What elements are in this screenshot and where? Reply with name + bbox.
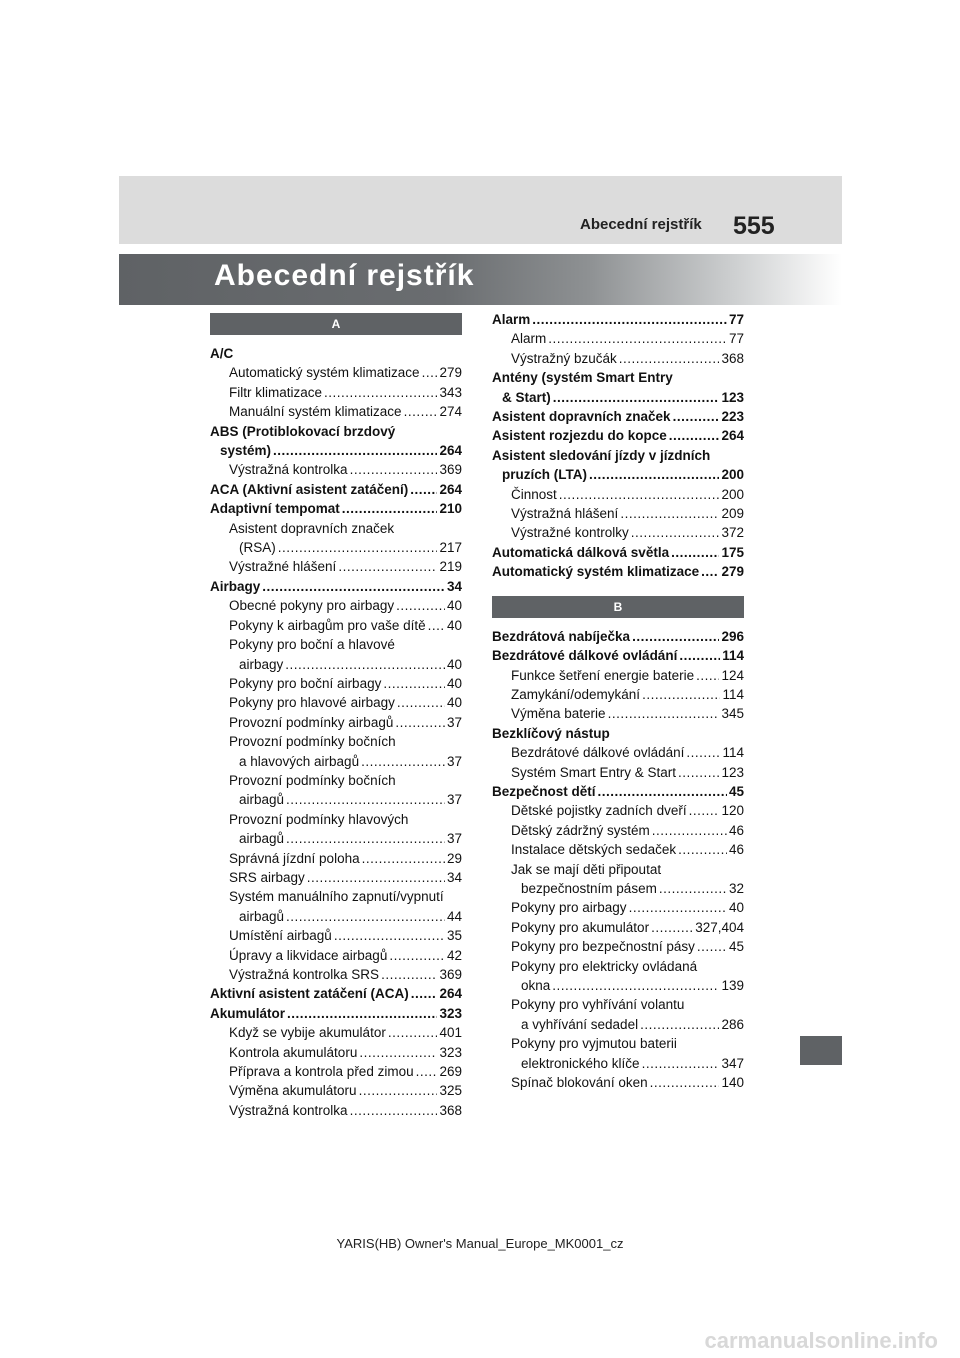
index-entry (492, 349, 744, 368)
index-entry (492, 782, 744, 801)
index-entry (492, 1034, 744, 1053)
index-entry-page: 401 (439, 1025, 462, 1041)
index-entry-label: Pokyny pro akumulátor (511, 919, 650, 935)
index-entry (492, 646, 744, 665)
index-entry (210, 1101, 462, 1120)
index-entry (492, 704, 744, 723)
index-entry-page: 37 (446, 753, 462, 769)
index-entry-label: Výstražná hlášení (511, 506, 619, 522)
index-entry-page: 32 (728, 880, 744, 896)
leader-dots (673, 407, 720, 426)
index-entry (492, 821, 744, 840)
index-entry-label: Jak se mají děti připoutat (511, 861, 662, 877)
index-entry-label: Systém manuálního zapnutí/vypnutí (229, 889, 444, 905)
leader-dots (629, 898, 727, 917)
index-entry-label: Bezklíčový nástup (492, 725, 610, 741)
index-entry-page: 46 (728, 842, 744, 858)
index-entry-label: Obecné pokyny pro airbagy (229, 598, 395, 614)
index-entry-label: Filtr klimatizace (229, 384, 323, 400)
index-entry-label: Pokyny pro boční airbagy (229, 675, 382, 691)
watermark: carmanualsonline.info (704, 1328, 938, 1353)
leader-dots (678, 840, 727, 859)
index-entry-page: 37 (446, 831, 462, 847)
index-entry (492, 976, 744, 995)
index-entry (210, 984, 462, 1003)
index-entry-label: Automatický systém klimatizace (492, 564, 700, 580)
leader-dots (669, 426, 720, 445)
index-entry (492, 957, 744, 976)
leader-dots (307, 868, 445, 887)
leader-dots (416, 1062, 438, 1081)
index-entry-label: Pokyny pro boční a hlavové (229, 637, 395, 653)
index-entry (492, 1015, 744, 1034)
index-entry-label: Pokyny pro bezpečnostní pásy (511, 939, 695, 955)
index-entry-page: 40 (728, 900, 744, 916)
index-entry-label: Antény (systém Smart Entry (492, 370, 673, 386)
index-entry-page: 40 (446, 617, 462, 633)
index-entry (210, 868, 462, 887)
index-entry-label: Kontrola akumulátoru (229, 1044, 358, 1060)
index-entry (492, 485, 744, 504)
index-entry-label: Pokyny pro hlavové airbagy (229, 695, 395, 711)
index-entry (492, 666, 744, 685)
index-entry (210, 1043, 462, 1062)
index-entry-page: 264 (439, 986, 462, 1002)
index-entry-label: pruzích (LTA) (502, 467, 587, 483)
index-entry-label: Výstražné kontrolky (511, 525, 629, 541)
index-entry (210, 616, 462, 635)
index-entry-label: Asistent dopravních značek (229, 520, 395, 536)
index-entry-label: airbagy (239, 656, 284, 672)
index-column-left (210, 313, 462, 1120)
index-entry (210, 635, 462, 654)
index-entry (210, 1062, 462, 1081)
leader-dots (278, 538, 438, 557)
index-entry (210, 713, 462, 732)
leader-dots (552, 976, 719, 995)
section-letter-a: A (210, 313, 462, 335)
index-entry-label: systém) (220, 443, 272, 459)
index-entry-page: 42 (446, 947, 462, 963)
index-entry-page: 279 (721, 564, 744, 580)
index-entry-page: 139 (721, 978, 744, 993)
leader-dots (287, 1004, 437, 1023)
index-entry-label: Bezdrátové dálkové ovládání (511, 745, 685, 761)
index-entry-label: a hlavových airbagů (239, 753, 360, 769)
index-entry-page: 279 (439, 365, 462, 381)
index-entry (492, 879, 744, 898)
index-entry (210, 422, 462, 441)
index-entry (210, 771, 462, 790)
index-entry-label: Automatická dálková světla (492, 544, 670, 560)
index-entry-label: Spínač blokování oken (511, 1075, 648, 1091)
index-entry-label: bezpečnostním pásem (521, 880, 657, 896)
index-entry (210, 538, 462, 557)
index-entry (492, 724, 744, 743)
index-entry (492, 937, 744, 956)
leader-dots (359, 1043, 437, 1062)
index-entry (210, 480, 462, 499)
index-entry-page: 269 (439, 1064, 462, 1080)
index-entry (210, 519, 462, 538)
index-entry-page: 264 (721, 428, 744, 444)
leader-dots (286, 907, 445, 926)
index-list-right-a (492, 310, 744, 582)
leader-dots (686, 743, 720, 762)
leader-dots (381, 965, 437, 984)
index-entry (492, 388, 744, 407)
index-entry (492, 543, 744, 562)
index-entry-label: Instalace dětských sedaček (511, 842, 677, 858)
index-entry-label: Když se vybije akumulátor (229, 1025, 386, 1041)
index-entry (492, 918, 744, 937)
index-entry-label: A/C (210, 346, 234, 361)
index-entry (210, 965, 462, 984)
index-entry (210, 946, 462, 965)
index-entry-label: Výměna akumulátoru (229, 1083, 357, 1099)
index-entry-page: 114 (722, 745, 744, 761)
index-entry-label: Dětský zádržný systém (511, 822, 650, 838)
index-entry-label: Provozní podmínky hlavových (229, 811, 409, 827)
leader-dots (396, 596, 445, 615)
index-entry-label: Pokyny pro vyjmutou baterii (511, 1036, 677, 1052)
leader-dots (285, 655, 445, 674)
index-entry (210, 926, 462, 945)
index-entry (210, 499, 462, 518)
leader-dots (362, 849, 445, 868)
index-entry-label: Provozní podmínky bočních (229, 772, 396, 788)
index-entry-page: 209 (721, 506, 744, 522)
index-entry-label: Pokyny pro vyhřívání volantu (511, 997, 685, 1013)
leader-dots (548, 329, 727, 348)
index-entry (492, 995, 744, 1014)
leader-dots (598, 782, 727, 801)
index-entry-label: Asistent sledování jízdy v jízdních (492, 447, 711, 463)
index-entry-label: Automatický systém klimatizace (229, 365, 420, 381)
index-entry-page: 264 (439, 443, 462, 459)
index-entry-label: Pokyny k airbagům pro vaše dítě (229, 617, 426, 633)
index-entry-page: 327,404 (695, 919, 744, 935)
leader-dots (350, 460, 438, 479)
index-entry (210, 829, 462, 848)
index-entry-page: 123 (721, 389, 744, 405)
index-entry-page: 369 (439, 462, 462, 478)
index-entry-label: airbagů (239, 908, 285, 924)
leader-dots (589, 465, 719, 484)
index-entry-page: 274 (439, 404, 462, 420)
index-entry-label: airbagů (239, 792, 285, 808)
leader-dots (650, 1073, 720, 1092)
index-entry (492, 407, 744, 426)
index-entry (210, 887, 462, 906)
leader-dots (338, 557, 437, 576)
leader-dots (671, 543, 719, 562)
index-entry-page: 114 (722, 686, 744, 702)
index-entry (210, 596, 462, 615)
index-entry-label: Správná jízdní poloha (229, 850, 360, 866)
leader-dots (262, 577, 445, 596)
index-entry (492, 329, 744, 348)
leader-dots (532, 310, 727, 329)
index-entry (210, 402, 462, 421)
index-entry-page: 200 (721, 486, 744, 502)
index-entry (492, 743, 744, 762)
index-entry (210, 732, 462, 751)
index-entry-label: Asistent rozjezdu do kopce (492, 428, 667, 444)
index-entry-label: Výstražné hlášení (229, 559, 337, 575)
leader-dots (651, 918, 693, 937)
index-column-right (492, 310, 744, 1092)
index-entry-page: 343 (439, 384, 462, 400)
index-entry (210, 1004, 462, 1023)
index-entry-label: Umístění airbagů (229, 928, 332, 944)
index-entry (492, 426, 744, 445)
index-entry-label: elektronického klíče (521, 1055, 640, 1071)
index-entry-label: Funkce šetření energie baterie (511, 667, 695, 683)
leader-dots (350, 1101, 438, 1120)
index-entry-label: & Start) (502, 389, 551, 405)
footer-manual-id: YARIS(HB) Owner's Manual_Europe_MK0001_cz (336, 1236, 624, 1251)
leader-dots (553, 388, 720, 407)
index-entry-page: 40 (446, 656, 462, 672)
index-entry-label: Výměna baterie (511, 706, 606, 722)
index-entry-page: 37 (446, 792, 462, 808)
index-entry (210, 752, 462, 771)
index-entry (492, 685, 744, 704)
index-entry-page: 345 (721, 706, 744, 722)
index-entry (210, 1081, 462, 1100)
index-entry-page: 217 (439, 540, 462, 556)
leader-dots (388, 1023, 438, 1042)
index-entry-label: Asistent dopravních značek (492, 409, 671, 425)
index-entry-page: 45 (728, 783, 744, 799)
leader-dots (383, 674, 445, 693)
index-entry-label: (RSA) (239, 540, 276, 556)
index-entry-page: 35 (446, 928, 462, 944)
index-entry-label: okna (521, 978, 551, 993)
index-entry-page: 140 (721, 1075, 744, 1091)
index-entry-label: ABS (Protiblokovací brzdový (210, 423, 396, 439)
index-entry-page: 368 (439, 1102, 462, 1118)
index-entry-label: Pokyny pro airbagy (511, 900, 627, 916)
leader-dots (642, 1054, 720, 1073)
leader-dots (397, 693, 445, 712)
leader-dots (324, 383, 437, 402)
index-entry (492, 801, 744, 820)
leader-dots (286, 790, 445, 809)
index-entry-label: Výstražná kontrolka SRS (229, 967, 380, 982)
index-entry-label: Výstražná kontrolka (229, 1102, 348, 1118)
section-letter-b: B (492, 596, 744, 618)
leader-dots (359, 1081, 438, 1100)
leader-dots (411, 984, 438, 1003)
index-entry-label: Výstražná kontrolka (229, 462, 348, 478)
index-entry-label: ACA (Aktivní asistent zatáčení) (210, 481, 409, 497)
index-entry-page: 200 (721, 467, 744, 483)
index-entry-page: 372 (721, 525, 744, 541)
leader-dots (395, 713, 445, 732)
index-entry (210, 674, 462, 693)
leader-dots (689, 801, 720, 820)
index-entry-page: 34 (446, 578, 462, 594)
index-entry-page: 323 (439, 1005, 462, 1021)
index-entry-page: 40 (446, 695, 462, 711)
index-entry-label: Manuální systém klimatizace (229, 404, 402, 420)
leader-dots (334, 926, 445, 945)
section-gap (492, 582, 744, 596)
leader-dots (286, 829, 445, 848)
index-entry-page: 124 (721, 667, 744, 683)
index-entry (210, 383, 462, 402)
leader-dots (701, 562, 719, 581)
index-entry (492, 898, 744, 917)
index-entry-page: 325 (439, 1083, 462, 1099)
index-entry (210, 907, 462, 926)
index-entry (492, 465, 744, 484)
index-entry-page: 223 (721, 409, 744, 425)
index-entry-label: Adaptivní tempomat (210, 501, 340, 517)
index-list-left (210, 344, 462, 1120)
index-entry-label: Alarm (492, 312, 531, 327)
index-entry-page: 175 (721, 544, 744, 560)
index-entry-page: 29 (446, 850, 462, 866)
index-entry (492, 504, 744, 523)
index-entry-label: Činnost (511, 486, 557, 502)
page-title: Abecední rejstřík (214, 259, 475, 292)
leader-dots (659, 879, 727, 898)
index-entry (210, 344, 462, 363)
leader-dots (422, 363, 438, 382)
index-entry (210, 693, 462, 712)
index-entry-page: 210 (439, 501, 462, 517)
leader-dots (642, 685, 720, 704)
index-entry-label: Aktivní asistent zatáčení (ACA) (210, 986, 409, 1002)
index-entry-page: 286 (721, 1016, 744, 1032)
leader-dots (559, 485, 720, 504)
index-entry-page: 369 (439, 967, 462, 982)
index-entry-page: 347 (721, 1055, 744, 1071)
index-entry (210, 790, 462, 809)
index-entry (210, 1023, 462, 1042)
index-entry (492, 627, 744, 646)
index-entry-page: 264 (439, 481, 462, 497)
leader-dots (697, 937, 727, 956)
index-entry-page: 120 (721, 803, 744, 819)
index-entry (210, 363, 462, 382)
index-entry-label: Bezdrátové dálkové ovládání (492, 648, 678, 664)
leader-dots (361, 752, 445, 771)
index-entry-page: 37 (446, 714, 462, 730)
index-entry (492, 860, 744, 879)
thumb-index-tab (800, 1036, 842, 1065)
leader-dots (619, 349, 720, 368)
index-entry-page: 323 (439, 1044, 462, 1060)
index-entry (210, 441, 462, 460)
leader-dots (696, 666, 719, 685)
index-entry-page: 114 (722, 648, 744, 664)
index-entry-label: Příprava a kontrola před zimou (229, 1064, 414, 1080)
index-entry (492, 1054, 744, 1073)
index-entry-label: Úpravy a likvidace airbagů (229, 947, 388, 963)
index-entry (210, 655, 462, 674)
index-entry-label: Alarm (511, 331, 547, 347)
index-entry (492, 840, 744, 859)
index-entry-label: Systém Smart Entry & Start (511, 764, 677, 780)
leader-dots (632, 627, 719, 646)
leader-dots (404, 402, 438, 421)
index-entry-page: 296 (721, 628, 744, 644)
leader-dots (652, 821, 727, 840)
index-entry-label: Bezdrátová nabíječka (492, 628, 631, 644)
index-entry (492, 523, 744, 542)
index-entry-label: Výstražný bzučák (511, 350, 617, 366)
index-entry (492, 368, 744, 387)
index-entry (492, 763, 744, 782)
leader-dots (389, 946, 445, 965)
index-entry-label: Dětské pojistky zadních dveří (511, 803, 687, 819)
index-list-right-b (492, 627, 744, 1093)
index-entry (210, 557, 462, 576)
index-entry (492, 446, 744, 465)
index-entry-label: Airbagy (210, 578, 261, 594)
index-entry (210, 810, 462, 829)
leader-dots (608, 704, 720, 723)
index-entry (210, 849, 462, 868)
index-entry (492, 562, 744, 581)
leader-dots (428, 616, 445, 635)
index-entry-page: 34 (446, 869, 462, 885)
running-header-title: Abecední rejstřík (580, 216, 702, 233)
index-entry (210, 460, 462, 479)
leader-dots (342, 499, 438, 518)
leader-dots (410, 480, 437, 499)
index-entry-label: Provozní podmínky bočních (229, 734, 396, 750)
index-entry-label: Pokyny pro elektricky ovládaná (511, 958, 698, 974)
index-entry-page: 46 (728, 822, 744, 838)
index-entry-label: Zamykání/odemykání (511, 686, 641, 702)
index-entry-page: 44 (446, 908, 462, 924)
page-number: 555 (733, 212, 775, 240)
index-entry-page: 40 (446, 598, 462, 614)
index-entry (492, 310, 744, 329)
leader-dots (273, 441, 437, 460)
index-entry (492, 1073, 744, 1092)
leader-dots (640, 1015, 719, 1034)
index-entry-label: SRS airbagy (229, 869, 305, 885)
index-entry-page: 45 (728, 939, 744, 955)
leader-dots (679, 646, 720, 665)
index-entry-label: Provozní podmínky airbagů (229, 714, 394, 730)
index-entry-label: Akumulátor (210, 1005, 286, 1021)
leader-dots (678, 763, 719, 782)
index-entry-page: 123 (721, 764, 744, 780)
index-entry-page: 368 (721, 350, 744, 366)
index-entry-label: a vyhřívání sedadel (521, 1016, 639, 1032)
index-entry-page: 219 (439, 559, 462, 575)
leader-dots (631, 523, 720, 542)
index-entry-page: 40 (446, 675, 462, 691)
index-entry-page: 77 (728, 312, 744, 327)
index-entry (210, 577, 462, 596)
leader-dots (620, 504, 719, 523)
index-entry-page: 77 (728, 331, 744, 347)
index-entry-label: Bezpečnost dětí (492, 783, 596, 799)
index-entry-label: airbagů (239, 831, 285, 847)
